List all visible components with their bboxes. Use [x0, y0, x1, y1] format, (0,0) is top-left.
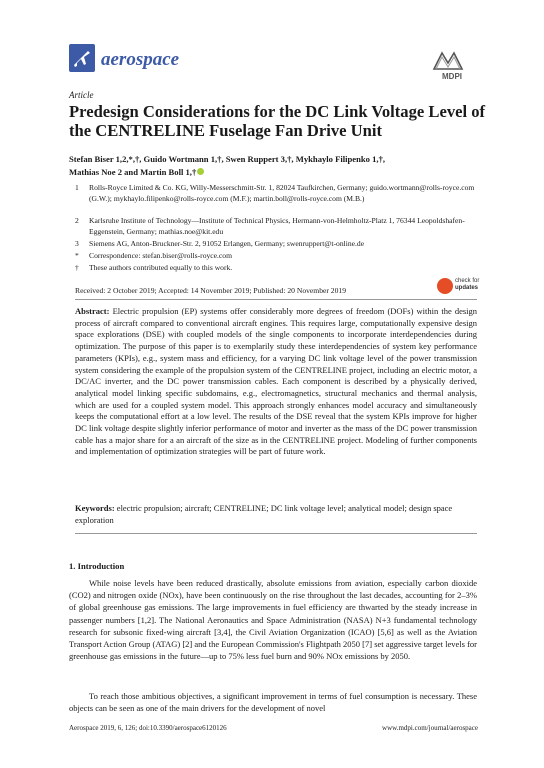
abstract-label: Abstract:	[75, 306, 110, 316]
mdpi-logo-icon[interactable]	[432, 49, 472, 71]
affiliation-mark: 3	[75, 239, 79, 248]
affiliation-text: Siemens AG, Anton-Bruckner-Str. 2, 91052 Erlangen, Germany; swenruppert@t-online.de	[89, 239, 365, 248]
affiliation-mark: 1	[75, 183, 79, 192]
citation-footer[interactable]: Aerospace 2019, 6, 126; doi:10.3390/aerospace6120126	[69, 724, 227, 732]
affiliation-mark: 2	[75, 216, 79, 225]
intro-paragraph-2: To reach those ambitious objectives, a significant improvement in terms of fuel consumption is necessary. These objects can be seen as one of the main drivers for the development of novel	[69, 691, 477, 714]
divider	[75, 533, 477, 534]
section-heading: 1. Introduction	[69, 561, 125, 571]
affiliation-mark: †	[75, 263, 79, 272]
author-line-1-text: Stefan Biser 1,2,*,†, Guido Wortmann 1,†, Swen Ruppert 3,†, Mykhaylo Filipenko 1,†,	[69, 154, 386, 164]
journal-name[interactable]: aerospace	[101, 49, 180, 70]
affiliation-text: Rolls-Royce Limited & Co. KG, Willy-Messerschmitt-Str. 1, 82024 Taufkirchen, Germany; guido.wortmann@rolls-royce.com (G.W.); mykhaylo.filipenko@rolls-royce.com (M.F.); martin.boll@rolls-royce.com (M.B.)	[89, 183, 475, 203]
orcid-icon[interactable]	[197, 168, 204, 175]
affiliation-text: Correspondence: stefan.biser@rolls-royce.com	[89, 251, 232, 260]
check-updates-line2: updates	[455, 285, 479, 291]
affiliation-mark: *	[75, 251, 79, 260]
affiliation-text: Karlsruhe Institute of Technology—Institute of Technical Physics, Hermann-von-Helmholtz-Platz 1, 76344 Leopoldshafen-Eggenstein, Germany; mathias.noe@kit.edu	[89, 216, 465, 236]
affiliation-text: These authors contributed equally to this work.	[89, 263, 233, 272]
keywords	[75, 503, 477, 526]
author-line-2-text: Mathias Noe 2 and Martin Boll 1,†	[69, 167, 197, 177]
journal-url[interactable]: www.mdpi.com/journal/aerospace	[382, 724, 478, 732]
publisher-name[interactable]: MDPI	[442, 72, 462, 81]
keywords-label: Keywords:	[75, 503, 115, 513]
check-updates-icon[interactable]	[437, 278, 453, 294]
abstract	[75, 306, 477, 458]
abstract-text: Electric propulsion (EP) systems offer considerably more degrees of freedom (DOFs) within the design process of aircraft compared to conventional aircraft engines. This requires large, computationally expensive design space explorations (DSE) with coupled models of the single components to incorporate interdependencies during optimization. The purpose of this paper is to exemplarily study these interdependencies of system key performance parameters (KPIs), e.g., system mass and efficiency, for a varying DC link voltage level of the power transmission system considering the example of the propulsion system of the CENTRELINE project, including an electric motor, a DC/AC inverter, and the DC power transmission cables. Each component is described by a physically derived, analytical model linking specific subdomains, e.g., electromagnetics, structural mechanics and thermal analysis, which are used for a coupled system model. This approach strongly enhances model accuracy and simultaneously keeps the computational effort at a low level. The results of the DSE reveal that the system KPIs improve for higher DC link voltage despite slightly inferior performance of motor and inverter as the mass of the DC power transmission cable has a major share for a an aircraft of the size as in the CENTRELINE project. Modeling of further components and implementation of optimization strategies will be part of future work.	[75, 306, 478, 457]
author-line-2	[69, 166, 479, 179]
article-type: Article	[69, 90, 94, 100]
intro-paragraph-1: While noise levels have been reduced drastically, absolute emissions from aviation, especially carbon dioxide (CO2) and nitrogen oxide (NOx), have been continuously on the rise throughout the last decades, accounting for 2–3% of global greenhouse gas emissions. The large improvements in fuel efficiency are thwarted by the steady increase in passenger numbers [1,2]. The National Aeronautics and Space Administration (NASA) N+3 fundamental technology research for subsonic fixed-wing aircraft [3,4], the Civil Aviation Organization (ICAO) [5,6] as well as the Aviation Transport Action Group (ATAG) [2] and the European Commission's Flightpath 2050 [7] set aggressive target levels for greenhouse gas emissions in the future—up to 75% less fuel burn and 90% NOx emissions by 2050.	[69, 578, 477, 662]
paper-title: Predesign Considerations for the DC Link Voltage Level of the CENTRELINE Fuselage Fan Drive Unit	[69, 102, 486, 140]
author-line-1	[69, 153, 479, 166]
check-updates-badge[interactable]	[455, 278, 479, 292]
check-updates-line1: check for	[455, 278, 480, 284]
publication-dates: Received: 2 October 2019; Accepted: 14 November 2019; Published: 20 November 2019	[75, 286, 346, 295]
airplane-icon	[69, 44, 95, 72]
keywords-text: electric propulsion; aircraft; CENTRELINE; DC link voltage level; analytical model; design space exploration	[75, 503, 453, 525]
author-list	[69, 153, 479, 179]
journal-logo	[69, 44, 95, 72]
divider	[75, 299, 477, 300]
